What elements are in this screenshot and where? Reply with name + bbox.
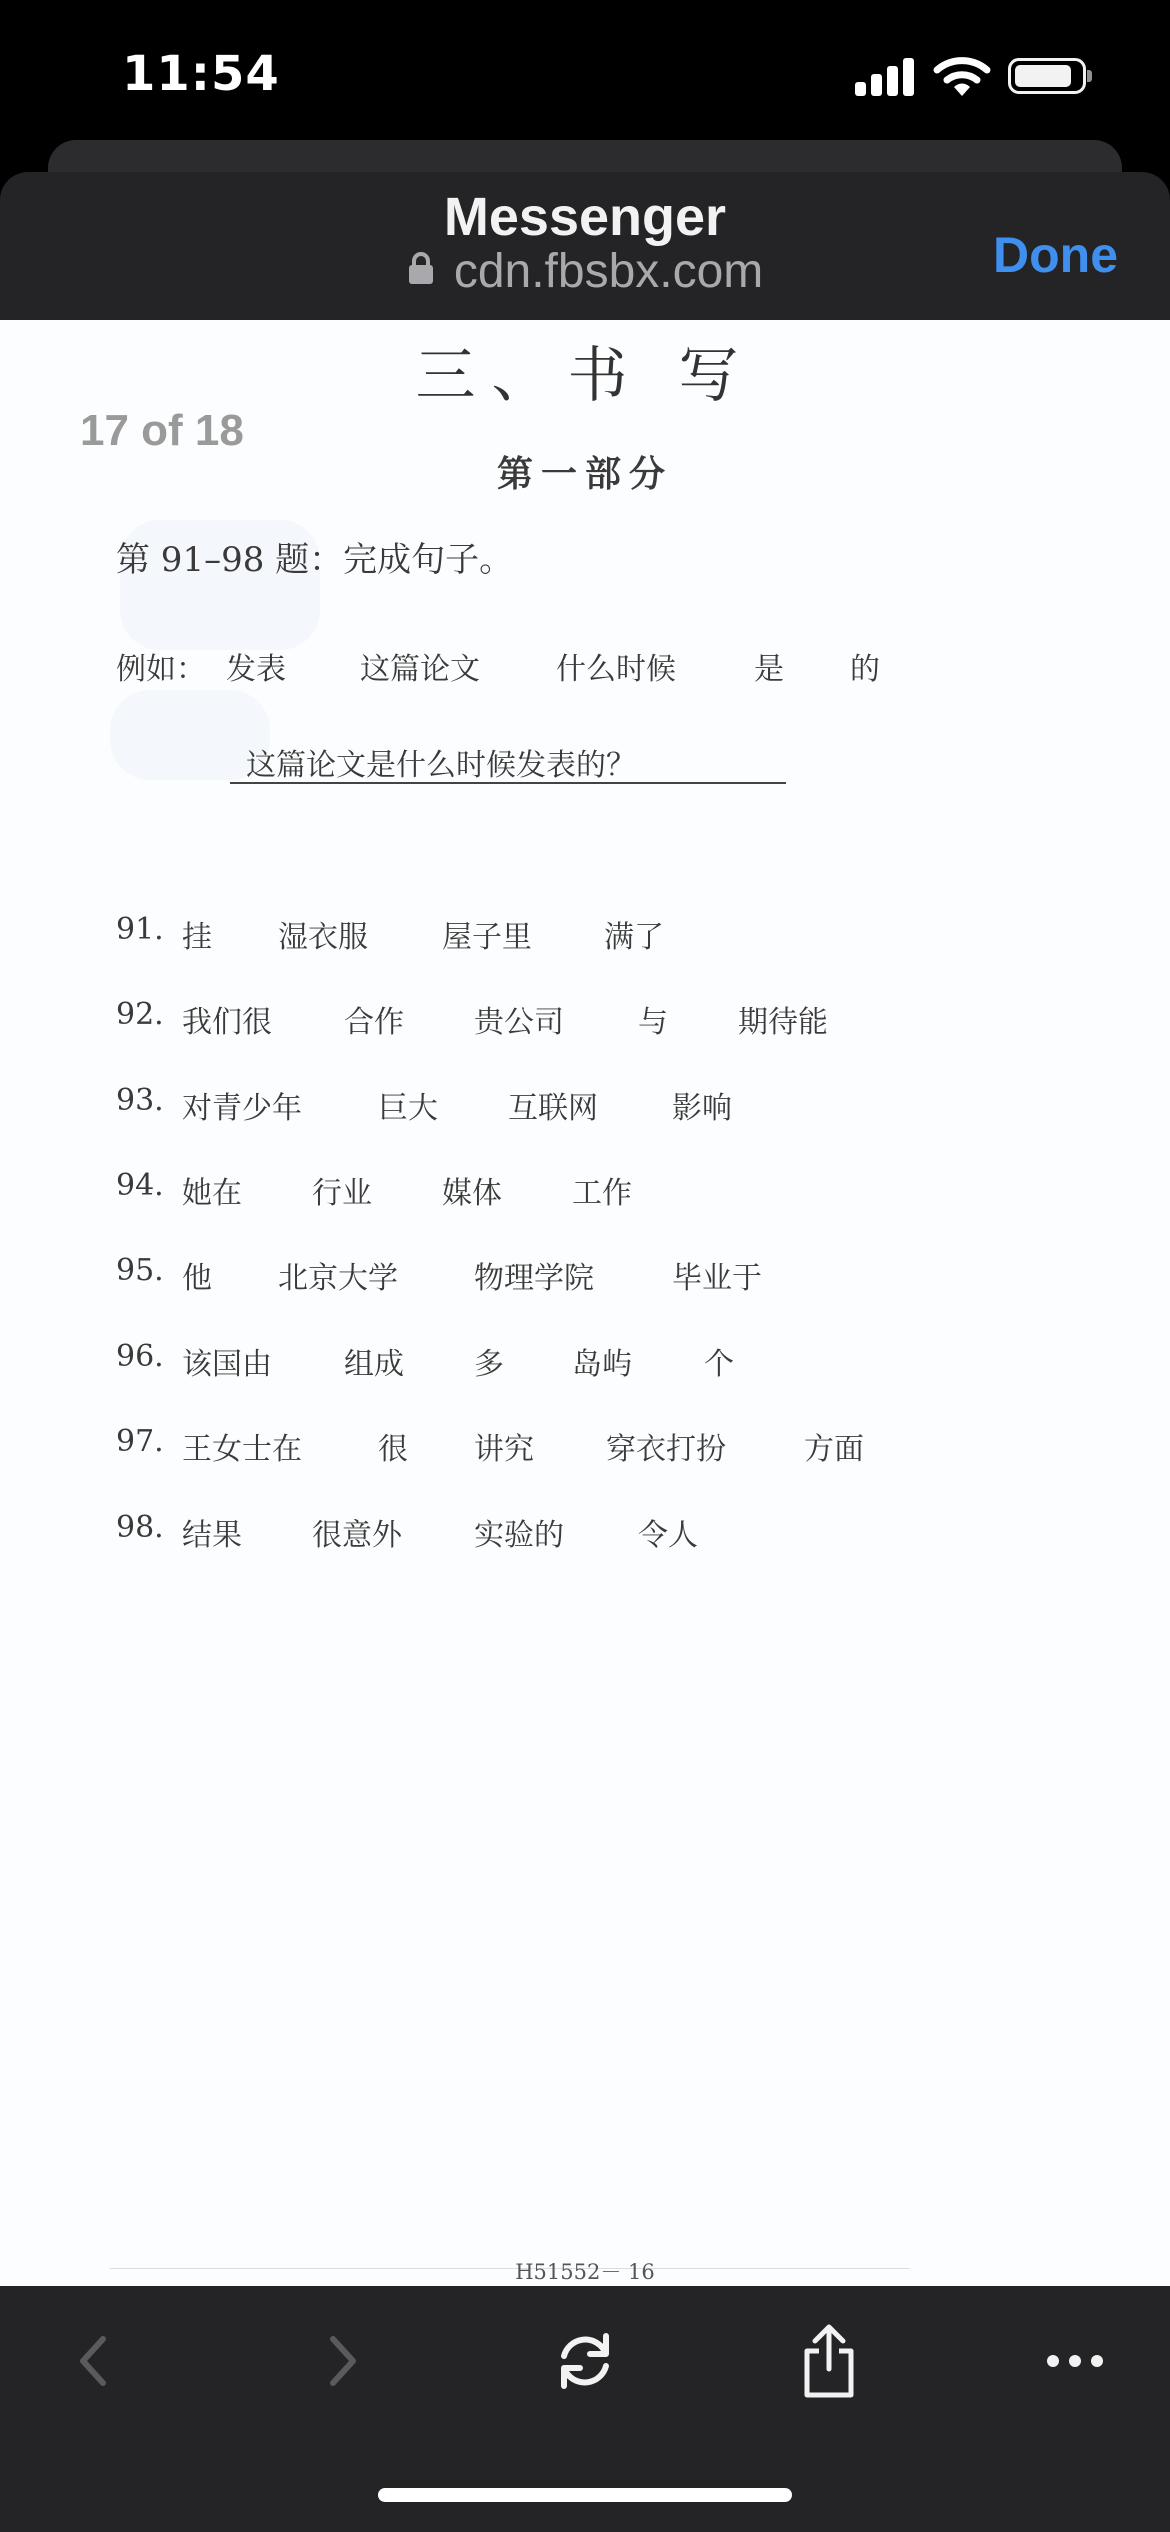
question-word: 王女士在	[182, 1432, 302, 1467]
question-word: 行业	[312, 1176, 372, 1211]
question-word: 期待能	[738, 1005, 828, 1040]
home-indicator[interactable]	[378, 2488, 792, 2502]
forward-button[interactable]	[298, 2316, 388, 2406]
question-word: 组成	[344, 1347, 404, 1382]
question-word: 多	[474, 1347, 504, 1382]
battery-icon	[1008, 58, 1086, 94]
forward-icon	[323, 2331, 363, 2391]
status-time: 11:54	[122, 46, 280, 102]
question-word: 媒体	[442, 1176, 502, 1211]
question-word: 影响	[672, 1091, 732, 1126]
more-button[interactable]	[1030, 2316, 1120, 2406]
lock-icon	[407, 251, 435, 285]
question-word: 讲究	[474, 1432, 534, 1467]
question-word: 令人	[638, 1518, 698, 1553]
header-url: cdn.fbsbx.com	[453, 245, 764, 298]
question-word: 巨大	[378, 1091, 438, 1126]
share-icon	[799, 2323, 859, 2399]
question-number: 91.	[116, 912, 164, 947]
question-word: 该国由	[182, 1347, 272, 1382]
example-word: 发表	[226, 652, 286, 687]
question-word: 湿衣服	[278, 920, 368, 955]
document-subtitle: 第一部分	[496, 453, 673, 495]
reload-icon	[550, 2326, 620, 2396]
done-button[interactable]: Done	[993, 227, 1118, 283]
question-word: 我们很	[182, 1005, 272, 1040]
question-word: 互联网	[508, 1091, 598, 1126]
instruction: 第 91–98 题：完成句子。	[116, 540, 514, 580]
question-number: 95.	[116, 1253, 164, 1288]
page-counter: 17 of 18	[80, 406, 244, 455]
question-word: 屋子里	[442, 920, 532, 955]
example-answer: 这篇论文是什么时候发表的？	[246, 748, 636, 783]
question-word: 对青少年	[182, 1091, 302, 1126]
question-number: 92.	[116, 997, 164, 1032]
example-word: 是	[754, 652, 784, 687]
example-word: 什么时候	[556, 652, 676, 687]
question-word: 个	[704, 1347, 734, 1382]
question-number: 96.	[116, 1339, 164, 1374]
question-word: 很	[378, 1432, 408, 1467]
document-title: 三、书 写	[415, 341, 755, 411]
back-button[interactable]	[48, 2316, 138, 2406]
question-word: 很意外	[312, 1518, 402, 1553]
question-word: 贵公司	[474, 1005, 564, 1040]
header-title: Messenger	[443, 187, 727, 247]
more-icon	[1045, 2351, 1105, 2371]
footer-code: H51552－ 16	[515, 2260, 655, 2284]
viewer-header	[0, 172, 1170, 320]
question-number: 97.	[116, 1424, 164, 1459]
question-word: 物理学院	[474, 1261, 594, 1296]
reload-button[interactable]	[540, 2316, 630, 2406]
example-word: 的	[850, 652, 880, 687]
question-word: 岛屿	[572, 1347, 632, 1382]
wifi-icon	[933, 54, 991, 98]
question-word: 她在	[182, 1176, 242, 1211]
question-word: 挂	[182, 920, 212, 955]
question-word: 他	[182, 1261, 212, 1296]
cellular-signal-icon	[855, 56, 915, 96]
back-icon	[73, 2331, 113, 2391]
example-label: 例如：	[116, 652, 206, 687]
question-number: 93.	[116, 1083, 164, 1118]
question-word: 合作	[344, 1005, 404, 1040]
example-word: 这篇论文	[360, 652, 480, 687]
question-word: 与	[638, 1005, 668, 1040]
question-number: 98.	[116, 1510, 164, 1545]
question-word: 满了	[604, 920, 664, 955]
question-word: 工作	[572, 1176, 632, 1211]
question-word: 结果	[182, 1518, 242, 1553]
document-page[interactable]	[0, 320, 1170, 2286]
question-word: 毕业于	[672, 1261, 762, 1296]
share-button[interactable]	[784, 2316, 874, 2406]
question-word: 方面	[804, 1432, 864, 1467]
question-word: 实验的	[474, 1518, 564, 1553]
question-word: 北京大学	[278, 1261, 398, 1296]
question-word: 穿衣打扮	[606, 1432, 726, 1467]
question-number: 94.	[116, 1168, 164, 1203]
status-bar	[0, 0, 1170, 150]
example-answer-line	[230, 738, 786, 784]
